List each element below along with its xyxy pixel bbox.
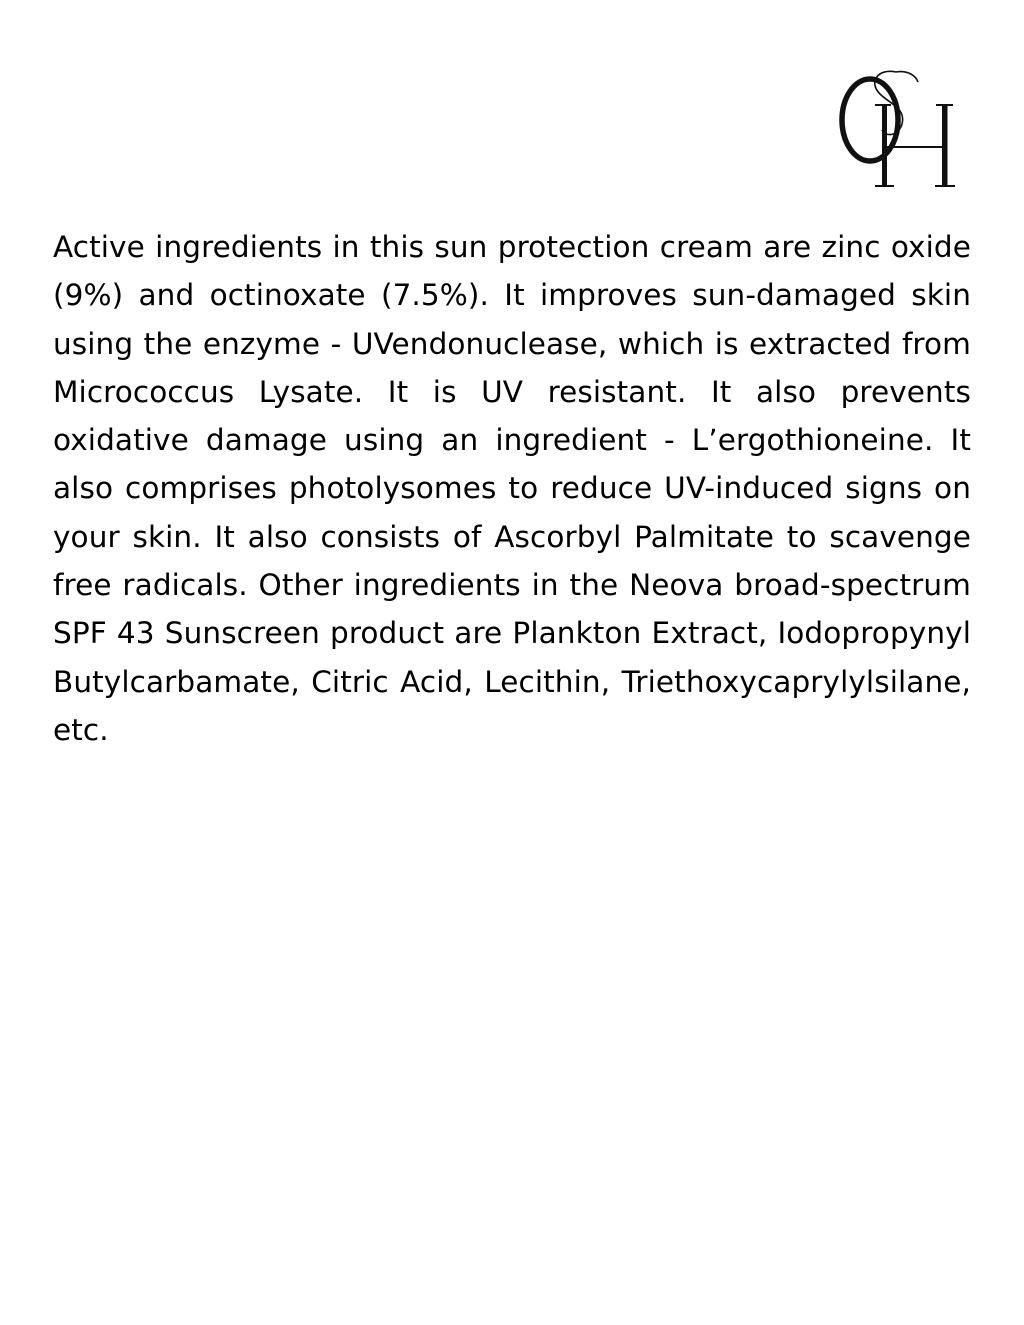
logo-h-crossbar: [885, 146, 945, 148]
oh-monogram-logo: [830, 62, 960, 197]
logo-h-right-stem: [942, 104, 948, 187]
logo-h-serif: [875, 104, 891, 106]
logo-h-serif: [935, 185, 955, 187]
logo-h-left-stem: [882, 104, 887, 187]
logo-s-swash-tail: [896, 72, 918, 82]
logo-h-serif: [936, 104, 953, 106]
logo-letter-o: [842, 79, 898, 161]
logo-h-serif: [875, 185, 894, 187]
oh-logo-icon: [830, 62, 960, 197]
body-paragraph: Active ingredients in this sun protection cream are zinc oxide (9%) and octinoxate (7.5%). It improves sun-damaged skin using the enzyme - UVendonuclease, which is extracted from Micrococcus Lysate. It is UV resistant. It also prevents oxidative damage using an ingredient - L’ergothioneine. It also comprises photolysomes to reduce UV-induced signs on your skin. It also consists of Ascorbyl Palmitate to scavenge free radicals. Other ingredients in the Neova broad-spectrum SPF 43 Sunscreen product are Plankton Extract, Iodopropynyl Butylcarbamate, Citric Acid, Lecithin, Triethoxycaprylylsilane, etc.: [53, 230, 971, 747]
